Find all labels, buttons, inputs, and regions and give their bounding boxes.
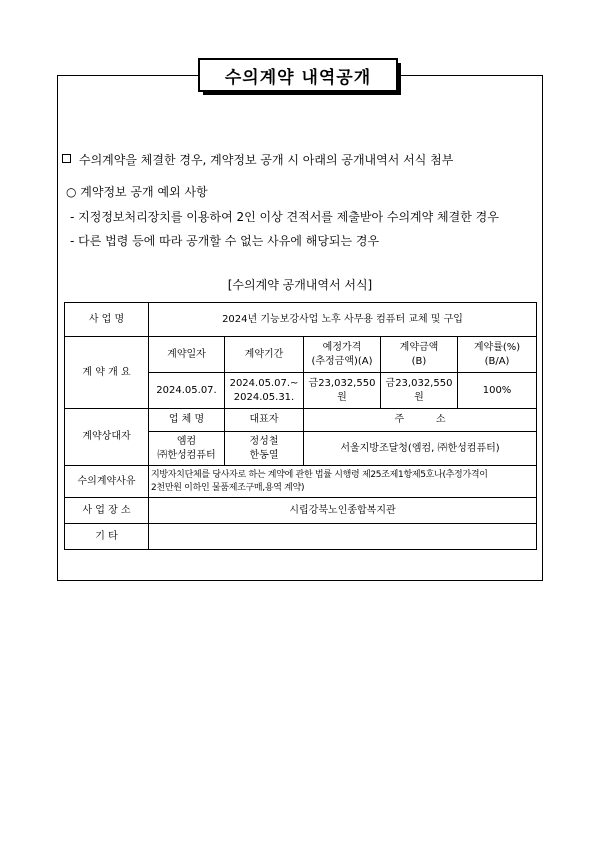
exception-heading: ○ 계약정보 공개 예외 사항	[66, 185, 208, 199]
header-company: 업 체 명	[149, 409, 225, 432]
square-bullet-icon	[62, 154, 71, 163]
header-date: 계약일자	[149, 337, 225, 373]
value-rate: 100%	[458, 373, 537, 409]
header-rate: 계약률(%) (B/A)	[458, 337, 537, 373]
contract-label: 계 약 개 요	[65, 337, 149, 409]
exception-item-1: - 지정정보처리장치를 이용하여 2인 이상 견적서를 제출받아 수의계약 체결한 경우	[70, 210, 499, 224]
project-value: 2024년 기능보강사업 노후 사무용 컴퓨터 교체 및 구입	[149, 303, 537, 337]
header-amount: 계약금액 (B)	[381, 337, 458, 373]
page-title-text: 수의계약 내역공개	[224, 67, 372, 88]
row-site	[65, 498, 537, 524]
exception-item-2: - 다른 법령 등에 따라 공개할 수 없는 사유에 해당되는 경우	[70, 234, 380, 248]
header-estimate: 예정가격 (추정금액)(A)	[304, 337, 381, 373]
project-label: 사 업 명	[65, 303, 149, 337]
header-address: 주 소	[304, 409, 537, 432]
value-rep: 정성철 한동열	[225, 432, 304, 466]
site-label: 사 업 장 소	[65, 498, 149, 524]
site-value: 시립강북노인종합복지관	[149, 498, 537, 524]
row-etc	[65, 524, 537, 550]
value-address: 서울지방조달청(엠컴, ㈜한성컴퓨터)	[304, 432, 537, 466]
reason-label: 수의계약사유	[65, 466, 149, 498]
page-title	[198, 58, 398, 92]
party-label: 계약상대자	[65, 409, 149, 466]
intro-line	[62, 151, 453, 168]
header-period: 계약기간	[225, 337, 304, 373]
form-title: [수의계약 공개내역서 서식]	[227, 278, 373, 292]
disclosure-table	[64, 302, 537, 550]
intro-text: 수의계약을 체결한 경우, 계약정보 공개 시 아래의 공개내역서 서식 첨부	[79, 153, 454, 167]
value-estimate: 금23,032,550원	[304, 373, 381, 409]
header-rep: 대표자	[225, 409, 304, 432]
row-reason	[65, 466, 537, 498]
value-period: 2024.05.07.~ 2024.05.31.	[225, 373, 304, 409]
row-party-header	[65, 409, 537, 432]
value-amount: 금23,032,550원	[381, 373, 458, 409]
value-date: 2024.05.07.	[149, 373, 225, 409]
row-project	[65, 303, 537, 337]
reason-value: 지방자치단체를 당사자로 하는 계약에 관한 법률 시행령 제25조제1항제5호나(추정가격이 2천만원 이하인 물품제조구매,용역 계약)	[149, 466, 537, 498]
etc-value	[149, 524, 537, 550]
etc-label: 기 타	[65, 524, 149, 550]
value-company: 엠컴 ㈜한성컴퓨터	[149, 432, 225, 466]
row-contract-header	[65, 337, 537, 373]
